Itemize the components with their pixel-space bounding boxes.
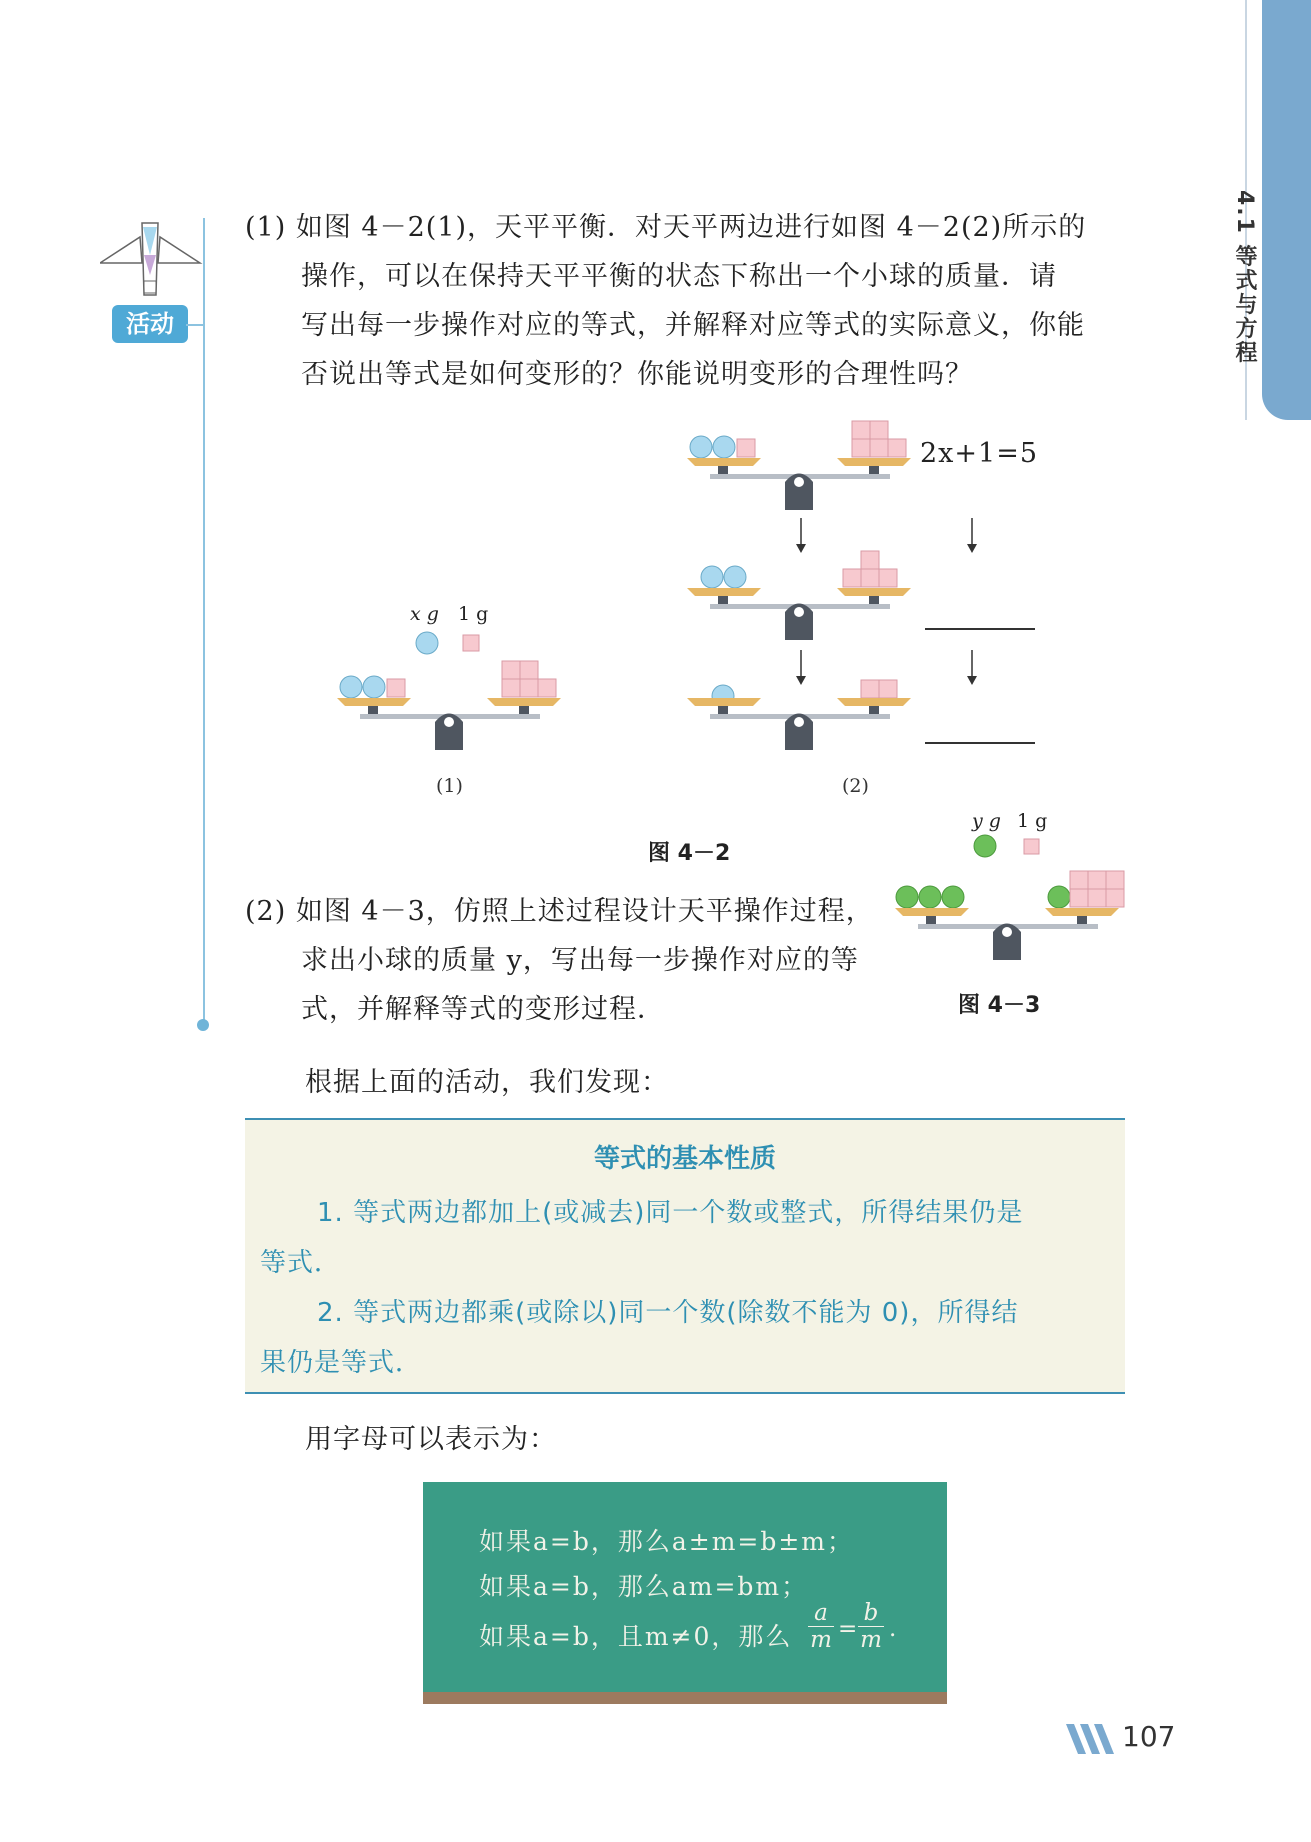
item1-line-4: 否说出等式是如何变形的？你能说明变形的合理性吗？ bbox=[301, 359, 973, 390]
item1-line-2: 操作，可以在保持天平平衡的状态下称出一个小球的质量．请 bbox=[301, 261, 1057, 292]
balance-1 bbox=[335, 660, 570, 755]
legend-1g: 1 g bbox=[458, 603, 489, 625]
page-number: 107 bbox=[1122, 1720, 1176, 1753]
chapter-label: 4.1 等式与方程 bbox=[1232, 190, 1257, 365]
activity-bar bbox=[203, 218, 205, 1023]
balance-2b bbox=[685, 550, 920, 645]
letter-text: 用字母可以表示为： bbox=[305, 1424, 557, 1455]
balance-3 bbox=[893, 870, 1128, 965]
fig42-caption: 图 4－2 bbox=[648, 841, 731, 866]
property-box bbox=[245, 1118, 1125, 1394]
arrow-down-icon bbox=[795, 518, 807, 554]
activity-item-2 bbox=[245, 887, 895, 1034]
item1-line-3: 写出每一步操作对应的等式，并解释对应等式的实际意义，你能 bbox=[301, 310, 1085, 341]
board-line-3 bbox=[479, 1617, 792, 1653]
kite-icon bbox=[100, 215, 210, 305]
legend-x: x g bbox=[410, 603, 439, 625]
board-line-2: 如果a=b，那么am=bm； bbox=[479, 1572, 809, 1601]
legend-1g-b: 1 g bbox=[1017, 810, 1048, 832]
legend-y: y g bbox=[972, 810, 1001, 832]
activity-tick bbox=[186, 324, 204, 326]
property-2-line-2: 果仍是等式． bbox=[260, 1348, 423, 1378]
page-stripes-icon bbox=[1066, 1724, 1118, 1754]
chapter-tab bbox=[1262, 0, 1311, 420]
answer-blank-1 bbox=[925, 628, 1035, 630]
frac-b: b m bbox=[858, 1600, 884, 1653]
item2-line-1: (2) 如图 4－3，仿照上述过程设计天平操作过程， bbox=[245, 896, 874, 927]
board-line-3-text: 如果a=b，且m≠0，那么 bbox=[479, 1622, 793, 1651]
balance-2c bbox=[685, 660, 920, 755]
frac-a: a m bbox=[808, 1600, 834, 1653]
equation-label: 2x+1=5 bbox=[920, 438, 1039, 469]
activity-badge: 活动 bbox=[112, 305, 188, 343]
arrow-down-icon bbox=[966, 518, 978, 554]
legend-shapes bbox=[410, 628, 500, 658]
fig42-sub2: (2) bbox=[842, 775, 869, 797]
chalkboard-ledge bbox=[423, 1692, 947, 1704]
fig42-sub1: (1) bbox=[436, 775, 463, 797]
fig43-caption: 图 4－3 bbox=[958, 993, 1041, 1018]
legend-shapes-b bbox=[970, 832, 1060, 862]
property-1-line-1: 1. 等式两边都加上(或减去)同一个数或整式，所得结果仍是 bbox=[317, 1198, 1024, 1228]
balance-2a bbox=[685, 420, 920, 515]
property-title: 等式的基本性质 bbox=[593, 1144, 776, 1174]
activity-item-1 bbox=[245, 203, 1135, 399]
property-2-line-1: 2. 等式两边都乘(或除以)同一个数(除数不能为 0)，所得结 bbox=[317, 1298, 1019, 1328]
board-line-1: 如果a=b，那么a±m=b±m； bbox=[479, 1527, 855, 1556]
arrow-down-icon bbox=[966, 650, 978, 686]
activity-dot bbox=[197, 1019, 209, 1031]
chalkboard bbox=[423, 1482, 947, 1692]
board-line-3-end: . bbox=[889, 1616, 897, 1642]
item2-line-2: 求出小球的质量 y，写出每一步操作对应的等 bbox=[301, 945, 859, 976]
property-1-line-2: 等式． bbox=[260, 1248, 342, 1278]
item1-line-1: (1) 如图 4－2(1)，天平平衡．对天平两边进行如图 4－2(2)所示的 bbox=[245, 212, 1087, 243]
item2-line-3: 式，并解释等式的变形过程． bbox=[301, 994, 665, 1025]
frac-equals: = bbox=[838, 1616, 858, 1642]
answer-blank-2 bbox=[925, 742, 1035, 744]
discover-text: 根据上面的活动，我们发现： bbox=[305, 1067, 669, 1098]
